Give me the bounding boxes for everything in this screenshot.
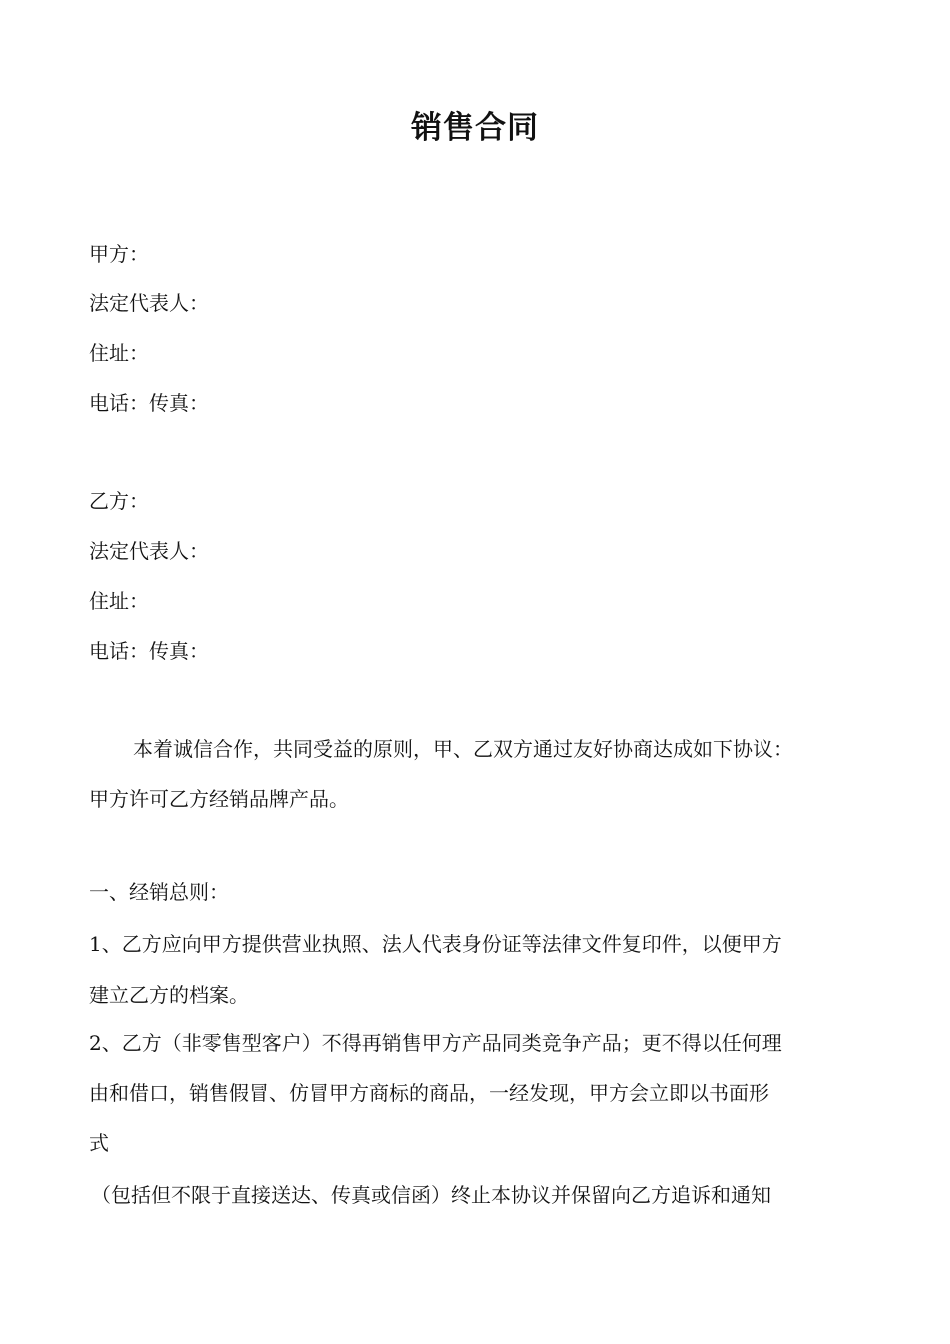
item-1-line-2: 建立乙方的档案。 (89, 983, 249, 1007)
intro-paragraph-line-2: 甲方许可乙方经销品牌产品。 (89, 787, 349, 811)
party-a-name-label: 甲方： (89, 242, 149, 266)
item-2-line-1: 2、乙方（非零售型客户）不得再销售甲方产品同类竞争产品；更不得以任何理 (89, 1031, 782, 1055)
section-1-heading: 一、经销总则： (89, 880, 229, 904)
item-2-line-2: 由和借口，销售假冒、仿冒甲方商标的商品，一经发现，甲方会立即以书面形 (89, 1081, 769, 1105)
document-title: 销售合同 (411, 110, 539, 146)
party-a-phone-fax-label: 电话：传真： (89, 391, 209, 415)
party-b-address-label: 住址： (89, 589, 149, 613)
party-b-name-label: 乙方： (89, 489, 149, 513)
item-1-line-1: 1、乙方应向甲方提供营业执照、法人代表身份证等法律文件复印件，以便甲方 (89, 932, 782, 956)
intro-paragraph-line-1: 本着诚信合作，共同受益的原则，甲、乙双方通过友好协商达成如下协议： (133, 737, 793, 761)
party-a-rep-label: 法定代表人： (89, 291, 209, 315)
item-2-line-3: 式 (89, 1131, 109, 1155)
party-b-rep-label: 法定代表人： (89, 539, 209, 563)
party-a-address-label: 住址： (89, 341, 149, 365)
party-b-phone-fax-label: 电话：传真： (89, 639, 209, 663)
item-2-line-4: （包括但不限于直接送达、传真或信函）终止本协议并保留向乙方追诉和通知 (91, 1183, 771, 1207)
